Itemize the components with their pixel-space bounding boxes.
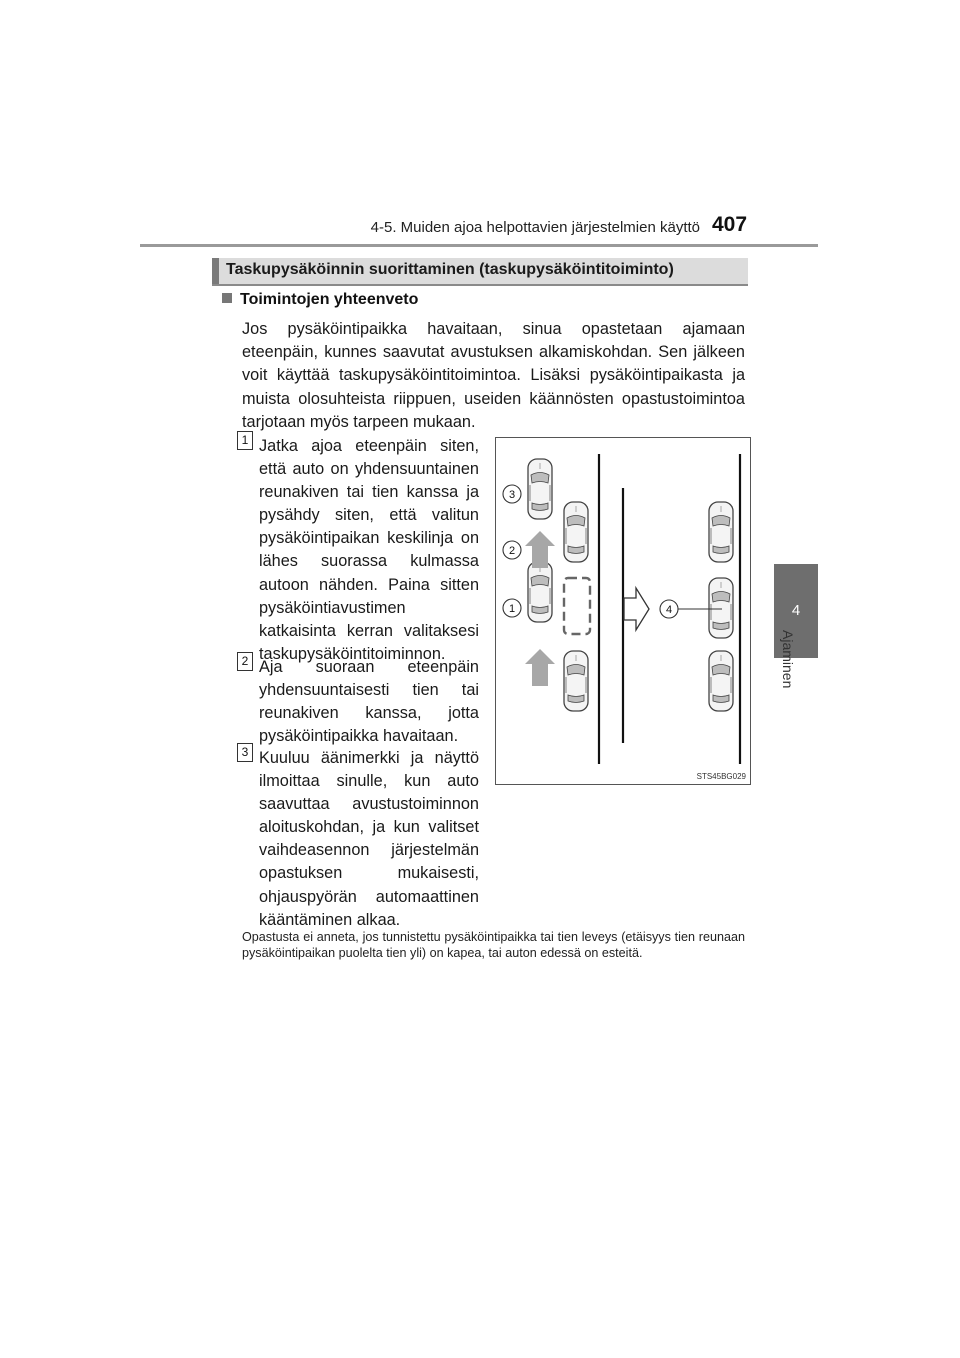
step-number-1: 1 bbox=[237, 431, 253, 450]
car-icon bbox=[709, 651, 733, 711]
parking-space-outline bbox=[564, 578, 590, 634]
parking-diagram-svg bbox=[496, 438, 750, 784]
chapter-side-label bbox=[780, 630, 808, 700]
right-arrow-icon bbox=[624, 588, 649, 630]
callout-label-4: 4 bbox=[665, 604, 673, 616]
running-header: 4-5. Muiden ajoa helpottavien järjestelmien käyttö bbox=[370, 219, 700, 236]
subsection-heading bbox=[222, 291, 418, 309]
car-icon bbox=[528, 459, 552, 519]
car-icon bbox=[709, 502, 733, 562]
step-text-2: Aja suoraan eteenpäin yhdensuuntaisesti tien tai reunakiven kanssa, jotta pysäköintipaikka havaitaan. bbox=[259, 658, 479, 746]
section-heading bbox=[212, 258, 748, 286]
forward-arrow-icon bbox=[525, 649, 555, 686]
intro-paragraph: Jos pysäköintipaikka havaitaan, sinua opastetaan ajamaan eteenpäin, kunnes saavutat avustuksen alkamiskohdan. Sen jälkeen voit käyttää taskupysäköintitoimintoa. Lisäksi pysäköintipaikasta ja muista olosuhteista riippuen, useiden käännösten opastustoimintoa tarjotaan myös tarpeen mukaan. bbox=[242, 320, 745, 431]
section-heading-title: Taskupysäköinnin suorittaminen (taskupysäköintitoiminto) bbox=[226, 261, 674, 278]
callout-label-2: 2 bbox=[508, 545, 516, 557]
callout-label-1: 1 bbox=[508, 603, 516, 615]
step-text-1: Jatka ajoa eteenpäin siten, että auto on yhdensuuntainen reunakiven tai tien kanssa ja pysähdy siten, että valitun pysäköintipaikan keskilinja on lähes suorassa kulmassa autoon nähden. Paina sitten pysäköintiavustimen katkaisinta kerran valitaksesi taskupysäköintitoiminnon. bbox=[259, 437, 479, 663]
note-paragraph: Opastusta ei anneta, jos tunnistettu pysäköintipaikka tai tien leveys (etäisyys tien reunaan pysäköintipaikan puolelta tien yli) on kapea, tai auton edessä on esteitä. bbox=[242, 930, 745, 961]
parking-diagram bbox=[495, 437, 751, 785]
chapter-side-label-text: Ajaminen bbox=[780, 630, 796, 689]
step-number-3: 3 bbox=[237, 743, 253, 762]
section-heading-accent bbox=[212, 258, 219, 284]
car-icon bbox=[709, 578, 733, 638]
step-text-3: Kuuluu äänimerkki ja näyttö ilmoittaa sinulle, kun auto saavuttaa avustustoiminnon aloituskohdan, ja kun valitset vaihdeasennon järjestelmän opastuksen mukaisesti, ohjauspyörän automaattinen kääntäminen alkaa. bbox=[259, 749, 479, 929]
car-icon bbox=[564, 651, 588, 711]
callout-label-3: 3 bbox=[508, 489, 516, 501]
figure-code: STS45BG029 bbox=[696, 772, 746, 781]
car-icon bbox=[528, 562, 552, 622]
step-number-2: 2 bbox=[237, 652, 253, 671]
subsection-heading-title: Toimintojen yhteenveto bbox=[240, 291, 419, 308]
square-bullet-icon bbox=[222, 293, 232, 303]
chapter-tab: 4 bbox=[774, 564, 818, 658]
car-icon bbox=[564, 502, 588, 562]
page-number: 407 bbox=[712, 213, 748, 236]
forward-arrow-icon bbox=[525, 531, 555, 568]
header-divider bbox=[140, 244, 818, 247]
